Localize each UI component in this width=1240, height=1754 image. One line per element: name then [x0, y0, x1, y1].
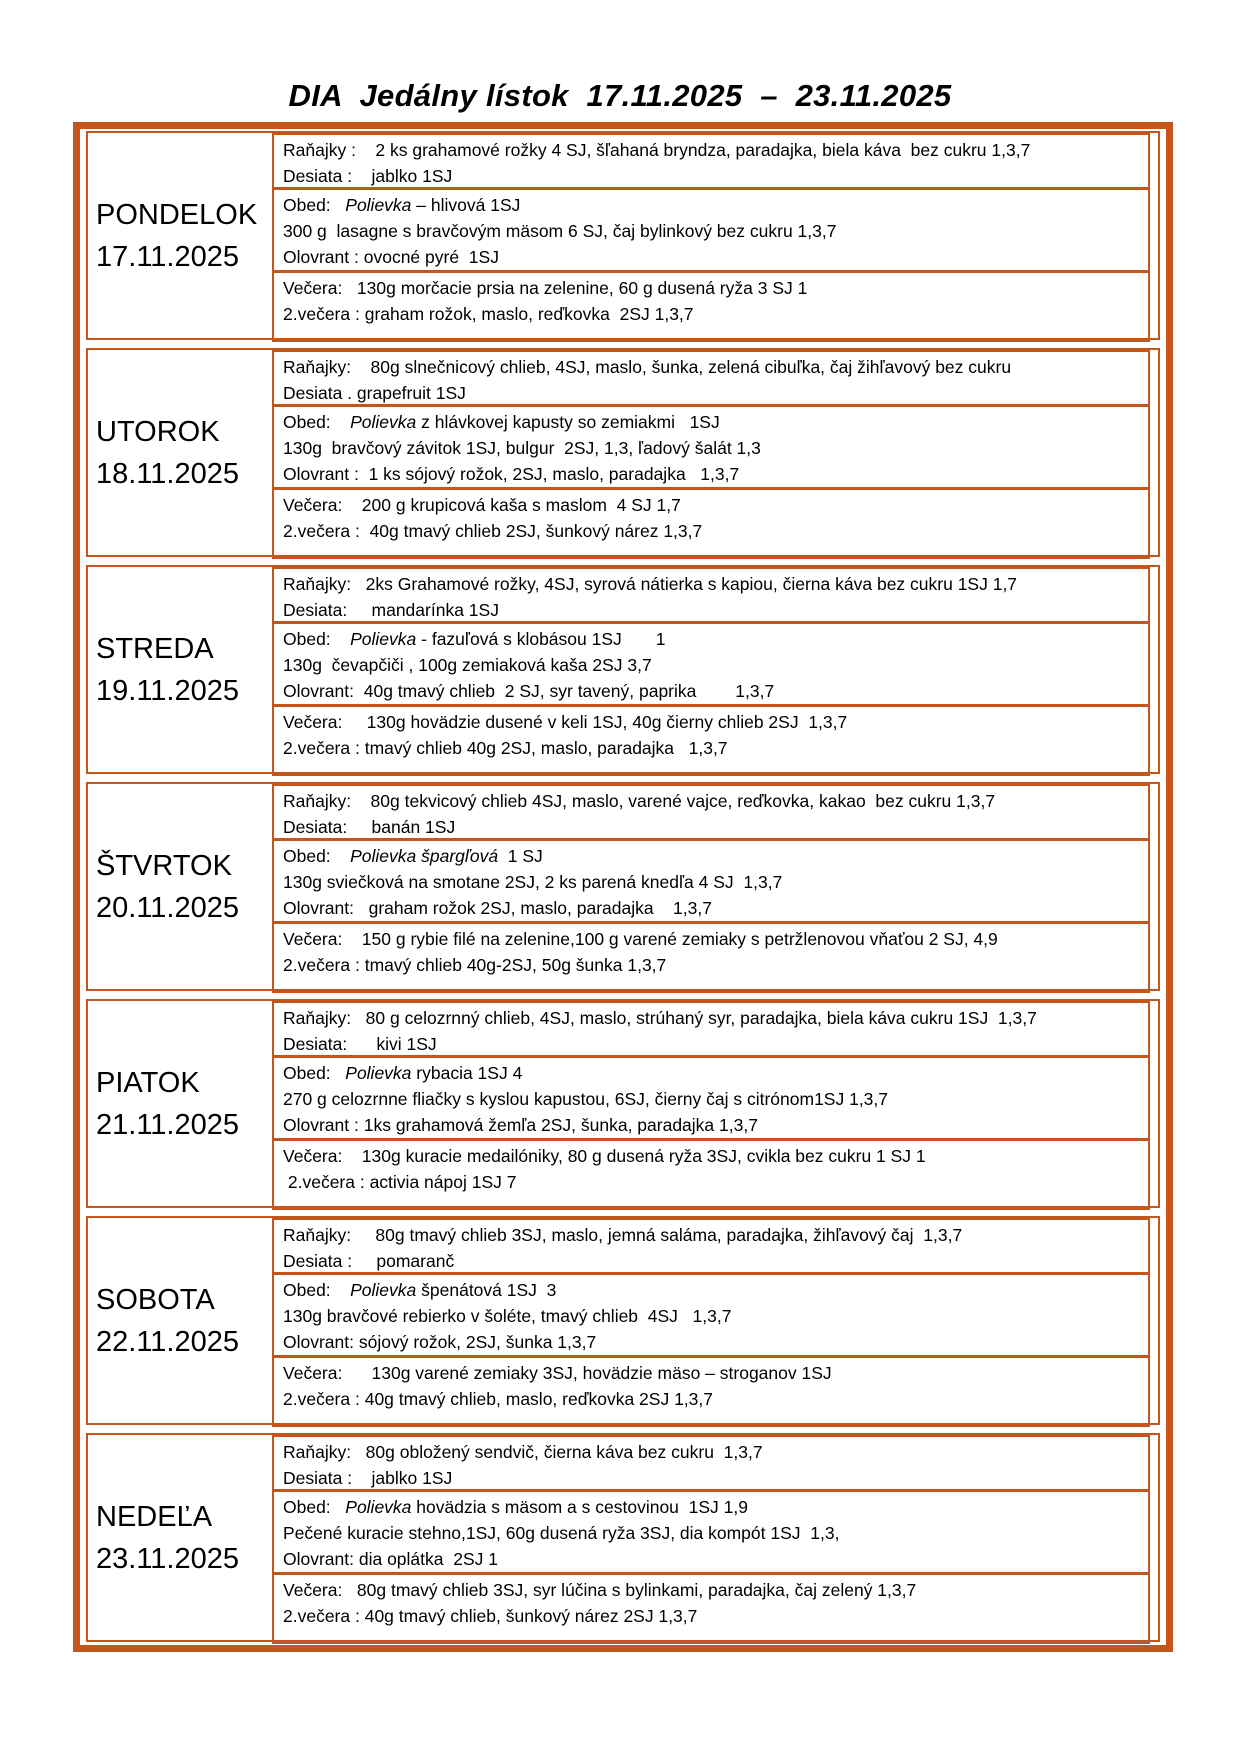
menu-table [73, 122, 1173, 1652]
meal-line: Večera: 200 g krupicová kaša s maslom 4 SJ 1,7 [283, 495, 681, 515]
meal-line: Desiata : pomaranč [283, 1251, 455, 1271]
meal-line: Obed: Polievka – hlivová 1SJ [283, 195, 521, 215]
meal-line: Raňajky: 80g obložený sendvič, čierna káva bez cukru 1,3,7 [283, 1442, 763, 1462]
meal-cells [272, 1001, 1150, 1206]
meal-cell-breakfast [272, 567, 1150, 623]
meal-cell-breakfast [272, 1435, 1150, 1491]
meal-line: Večera: 130g morčacie prsia na zelenine, 60 g dusená ryža 3 SJ 1 [283, 278, 808, 298]
meal-cell-breakfast [272, 350, 1150, 406]
meal-line: Olovrant : 1 ks sójový rožok, 2SJ, maslo, paradajka 1,3,7 [283, 464, 740, 484]
soup-label: Polievka [345, 195, 412, 215]
meal-line: Obed: Polievka hovädzia s mäsom a s cestovinou 1SJ 1,9 [283, 1497, 748, 1517]
meal-cells [272, 133, 1150, 338]
meal-line: Raňajky: 80g slnečnicový chlieb, 4SJ, maslo, šunka, zelená cibuľka, čaj žihľavový bez cukru [283, 357, 1012, 377]
meal-line: Večera: 80g tmavý chlieb 3SJ, syr lúčina s bylinkami, paradajka, čaj zelený 1,3,7 [283, 1580, 917, 1600]
meal-line: 2.večera : 40g tmavý chlieb, maslo, reďkovka 2SJ 1,3,7 [283, 1389, 713, 1409]
meal-line: 2.večera : graham rožok, maslo, reďkovka 2SJ 1,3,7 [283, 304, 694, 324]
day-block [86, 782, 1160, 991]
meal-line: Desiata: kivi 1SJ [283, 1034, 437, 1054]
meal-line: Raňajky : 2 ks grahamové rožky 4 SJ, šľahaná bryndza, paradajka, biela káva bez cukru 1,3,7 [283, 140, 1031, 160]
meal-line: Desiata . grapefruit 1SJ [283, 383, 466, 403]
meal-cell-dinner [272, 488, 1150, 559]
meal-cell-breakfast [272, 1001, 1150, 1057]
day-date: 19.11.2025 [96, 674, 239, 707]
meal-cell-breakfast [272, 1218, 1150, 1274]
meal-line: Obed: Polievka rybacia 1SJ 4 [283, 1063, 523, 1083]
soup-label: Polievka [350, 412, 417, 432]
day-date: 22.11.2025 [96, 1325, 239, 1358]
meal-line: Večera: 130g varené zemiaky 3SJ, hovädzie mäso – stroganov 1SJ [283, 1363, 832, 1383]
meal-line: Raňajky: 2ks Grahamové rožky, 4SJ, syrová nátierka s kapiou, čierna káva bez cukru 1SJ 1,7 [283, 574, 1018, 594]
meal-line: Olovrant : ovocné pyré 1SJ [283, 247, 499, 267]
meal-line: Obed: Polievka - fazuľová s klobásou 1SJ 1 [283, 629, 666, 649]
soup-label: Polievka špargľová [350, 846, 499, 866]
day-date: 21.11.2025 [96, 1108, 239, 1141]
day-label [88, 784, 270, 989]
soup-label: Polievka [350, 1280, 417, 1300]
meal-line: Desiata : jablko 1SJ [283, 166, 453, 186]
meal-cell-breakfast [272, 133, 1150, 189]
meal-line: 130g čevapčiči , 100g zemiaková kaša 2SJ 3,7 [283, 655, 652, 675]
meal-cell-lunch [272, 188, 1150, 272]
meal-line: Desiata: mandarínka 1SJ [283, 600, 499, 620]
meal-line: Večera: 150 g rybie filé na zelenine,100 g varené zemiaky s petržlenovou vňaťou 2 SJ, 4,9 [283, 929, 998, 949]
meal-cells [272, 1435, 1150, 1640]
meal-line: Večera: 130g hovädzie dusené v keli 1SJ, 40g čierny chlieb 2SJ 1,3,7 [283, 712, 848, 732]
page-title: DIA Jedálny lístok 17.11.2025 – 23.11.2025 [288, 78, 952, 113]
meal-cells [272, 350, 1150, 555]
meal-line: Obed: Polievka špargľová 1 SJ [283, 846, 543, 866]
day-name: PIATOK [96, 1066, 200, 1099]
meal-cell-lunch [272, 1056, 1150, 1140]
day-block [86, 1433, 1160, 1642]
day-name: UTOROK [96, 415, 220, 448]
meal-line: 300 g lasagne s bravčovým mäsom 6 SJ, čaj bylinkový bez cukru 1,3,7 [283, 221, 837, 241]
meal-cell-dinner [272, 705, 1150, 776]
meal-cell-dinner [272, 1573, 1150, 1644]
meal-line: Raňajky: 80 g celozrnný chlieb, 4SJ, maslo, strúhaný syr, paradajka, biela káva cukru 1SJ 1,3,7 [283, 1008, 1037, 1028]
meal-line: Olovrant: 40g tmavý chlieb 2 SJ, syr tavený, paprika 1,3,7 [283, 681, 775, 701]
meal-cells [272, 567, 1150, 772]
day-label [88, 133, 270, 338]
day-name: SOBOTA [96, 1283, 215, 1316]
day-name: PONDELOK [96, 198, 258, 231]
meal-line: 2.večera : tmavý chlieb 40g-2SJ, 50g šunka 1,3,7 [283, 955, 667, 975]
day-date: 17.11.2025 [96, 240, 239, 273]
meal-cell-lunch [272, 1273, 1150, 1357]
meal-line: Olovrant: sójový rožok, 2SJ, šunka 1,3,7 [283, 1332, 597, 1352]
meal-cell-dinner [272, 1139, 1150, 1210]
meal-line: Obed: Polievka z hlávkovej kapusty so zemiakmi 1SJ [283, 412, 720, 432]
day-label [88, 1001, 270, 1206]
meal-cell-lunch [272, 839, 1150, 923]
day-name: NEDEĽA [96, 1500, 213, 1533]
meal-line: 270 g celozrnne fliačky s kyslou kapustou, 6SJ, čierny čaj s citrónom1SJ 1,3,7 [283, 1089, 889, 1109]
day-block [86, 565, 1160, 774]
soup-label: Polievka [345, 1497, 412, 1517]
day-date: 23.11.2025 [96, 1542, 239, 1575]
meal-line: Raňajky: 80g tmavý chlieb 3SJ, maslo, jemná saláma, paradajka, žihľavový čaj 1,3,7 [283, 1225, 963, 1245]
meal-cells [272, 1218, 1150, 1423]
day-label [88, 567, 270, 772]
day-block [86, 348, 1160, 557]
day-date: 18.11.2025 [96, 457, 239, 490]
day-name: ŠTVRTOK [96, 849, 232, 882]
meal-cell-dinner [272, 922, 1150, 993]
meal-line: Olovrant: graham rožok 2SJ, maslo, paradajka 1,3,7 [283, 898, 712, 918]
day-name: STREDA [96, 632, 214, 665]
meal-line: Desiata : jablko 1SJ [283, 1468, 453, 1488]
meal-line: Pečené kuracie stehno,1SJ, 60g dusená ryža 3SJ, dia kompót 1SJ 1,3, [283, 1523, 840, 1543]
meal-line: 130g bravčové rebierko v šoléte, tmavý chlieb 4SJ 1,3,7 [283, 1306, 732, 1326]
meal-line: Obed: Polievka špenátová 1SJ 3 [283, 1280, 557, 1300]
day-block [86, 1216, 1160, 1425]
day-label [88, 1218, 270, 1423]
meal-line: 130g sviečková na smotane 2SJ, 2 ks parená knedľa 4 SJ 1,3,7 [283, 872, 783, 892]
meal-cell-lunch [272, 622, 1150, 706]
meal-line: Raňajky: 80g tekvicový chlieb 4SJ, maslo, varené vajce, reďkovka, kakao bez cukru 1,3,7 [283, 791, 996, 811]
meal-line: Večera: 130g kuracie medailóniky, 80 g dusená ryža 3SJ, cvikla bez cukru 1 SJ 1 [283, 1146, 926, 1166]
day-date: 20.11.2025 [96, 891, 239, 924]
meal-cell-lunch [272, 405, 1150, 489]
meal-line: Desiata: banán 1SJ [283, 817, 456, 837]
meal-line: 2.večera : 40g tmavý chlieb 2SJ, šunkový nárez 1,3,7 [283, 521, 703, 541]
day-block [86, 131, 1160, 340]
meal-line: 2.večera : activia nápoj 1SJ 7 [283, 1172, 517, 1192]
meal-cell-breakfast [272, 784, 1150, 840]
meal-line: 2.večera : 40g tmavý chlieb, šunkový nárez 2SJ 1,3,7 [283, 1606, 698, 1626]
meal-cell-dinner [272, 271, 1150, 342]
meal-cell-lunch [272, 1490, 1150, 1574]
soup-label: Polievka [345, 1063, 412, 1083]
meal-cell-dinner [272, 1356, 1150, 1427]
day-block [86, 999, 1160, 1208]
meal-line: Olovrant : 1ks grahamová žemľa 2SJ, šunka, paradajka 1,3,7 [283, 1115, 758, 1135]
day-label [88, 1435, 270, 1640]
day-label [88, 350, 270, 555]
meal-line: 130g bravčový závitok 1SJ, bulgur 2SJ, 1,3, ľadový šalát 1,3 [283, 438, 761, 458]
meal-line: Olovrant: dia oplátka 2SJ 1 [283, 1549, 498, 1569]
meal-cells [272, 784, 1150, 989]
meal-line: 2.večera : tmavý chlieb 40g 2SJ, maslo, paradajka 1,3,7 [283, 738, 728, 758]
soup-label: Polievka [350, 629, 417, 649]
